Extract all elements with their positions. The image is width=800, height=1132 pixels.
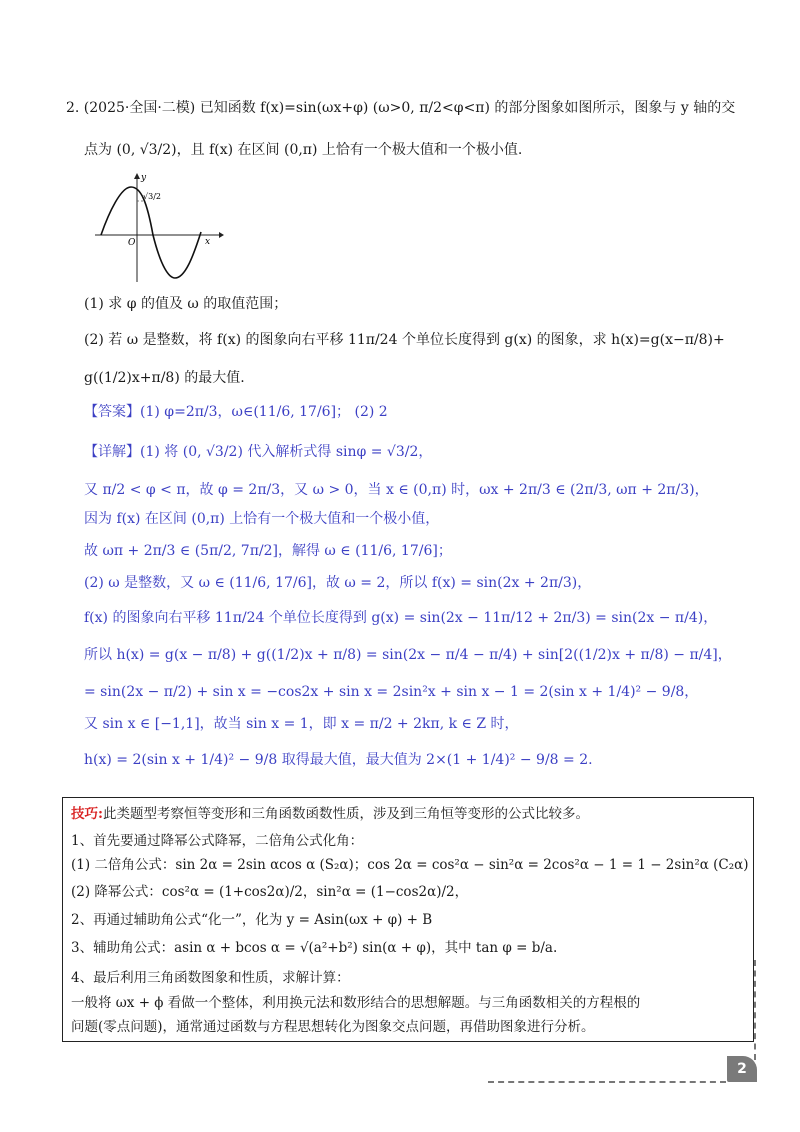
tips-box <box>62 797 754 1042</box>
problem-part-1: (1) 求 φ 的值及 ω 的取值范围； <box>84 296 288 312</box>
problem-line-2: 点为 (0, √3/2)，且 f(x) 在区间 (0,π) 上恰有一个极大值和一个极小值. <box>84 142 523 158</box>
solution-line-4: 故 ωπ + 2π/3 ∈ (5π/2, 7π/2]，解得 ω ∈ (11/6, 17/6]； <box>84 543 452 559</box>
problem-part-2-cont: g((1/2)x+π/8) 的最大值. <box>84 370 245 386</box>
solution-line-5: (2) ω 是整数，又 ω ∈ (11/6, 17/6]，故 ω = 2，所以 f(x) = sin(2x + 2π/3)， <box>84 575 592 591</box>
solution-line-8: = sin(2x − π/2) + sin x = −cos2x + sin x = 2sin²x + sin x − 1 = 2(sin x + 1/4)² − 9/8， <box>84 684 699 700</box>
tips-line-8: 问题(零点问题)，通常通过函数与方程思想转化为图象交点问题，再借助图象进行分析。 <box>71 1019 595 1035</box>
solution-line-3: 因为 f(x) 在区间 (0,π) 上恰有一个极大值和一个极小值， <box>84 511 440 527</box>
y-axis-label: y <box>141 173 147 183</box>
tips-line-5: 3、辅助角公式：asin α + bcos α = √(a²+b²) sin(α + φ)，其中 tan φ = b/a. <box>71 940 558 956</box>
origin-label: O <box>128 238 136 248</box>
function-graph <box>95 172 225 284</box>
page-corner-vertical-dash <box>754 960 756 1060</box>
tips-line-6: 4、最后利用三角函数图象和性质，求解计算： <box>71 970 350 986</box>
answer-text: (1) φ=2π/3，ω∈(11/6, 17/6]； (2) 2 <box>140 404 388 420</box>
solution-line-1 <box>84 442 432 462</box>
answer-line <box>84 402 388 422</box>
x-axis-label: x <box>205 237 211 247</box>
solution-line-9: 又 sin x ∈ [−1,1]，故当 sin x = 1，即 x = π/2 + 2kπ, k ∈ Z 时， <box>84 716 519 732</box>
tips-line-1: 1、首先要通过降幂公式降幂，二倍角公式化角： <box>71 833 364 849</box>
tips-line-4: 2、再通过辅助角公式“化一”，化为 y = Asin(ωx + φ) + B <box>71 912 433 928</box>
solution-line-7: 所以 h(x) = g(x − π/8) + g((1/2)x + π/8) = sin(2x − π/4 − π/4) + sin[2((1/2)x + π/8) − π/4]， <box>84 647 732 663</box>
tips-line-7: 一般将 ωx + ϕ 看做一个整体，利用换元法和数形结合的思想解题。与三角函数相关的方程根的 <box>71 995 641 1011</box>
tips-intro: 此类题型考察恒等变形和三角函数函数性质，涉及到三角恒等变形的公式比较多。 <box>102 806 589 822</box>
solution-line-6: f(x) 的图象向右平移 11π/24 个单位长度得到 g(x) = sin(2x − 11π/12 + 2π/3) = sin(2x − π/4)， <box>84 610 718 626</box>
intercept-label: √3/2 <box>143 192 161 201</box>
solution-line-2: 又 π/2 < φ < π，故 φ = 2π/3，又 ω > 0，当 x ∈ (0,π) 时，ωx + 2π/3 ∈ (2π/3, ωπ + 2π/3)， <box>84 482 709 498</box>
problem-line-1: 2. (2025·全国·二模) 已知函数 f(x)=sin(ωx+φ) (ω>0, π/2<φ<π) 的部分图象如图所示，图象与 y 轴的交 <box>66 100 736 116</box>
tips-tag: 技巧: <box>71 806 103 822</box>
tips-line-2: (1) 二倍角公式：sin 2α = 2sin αcos α (S₂α)；cos 2α = cos²α − sin²α = 2cos²α − 1 = 1 − 2sin²α (C₂α) <box>71 857 749 873</box>
tips-line-3: (2) 降幂公式：cos²α = (1+cos2α)/2，sin²α = (1−cos2α)/2， <box>71 884 469 900</box>
tips-intro-line <box>71 804 589 824</box>
y-axis-arrow <box>134 173 140 179</box>
solution-line-10: h(x) = 2(sin x + 1/4)² − 9/8 取得最大值，最大值为 2×(1 + 1/4)² − 9/8 = 2. <box>84 752 593 768</box>
page-number: 2 <box>727 1056 757 1082</box>
x-axis-arrow <box>219 232 224 238</box>
solution-text-1: (1) 将 (0, √3/2) 代入解析式得 sinφ = √3/2， <box>140 444 433 460</box>
problem-part-2: (2) 若 ω 是整数，将 f(x) 的图象向右平移 11π/24 个单位长度得到 g(x) 的图象，求 h(x)=g(x−π/8)+ <box>84 332 725 348</box>
page-corner-horizontal-dash <box>488 1081 726 1083</box>
detail-tag: 【详解】 <box>84 444 140 460</box>
answer-tag: 【答案】 <box>84 404 140 420</box>
